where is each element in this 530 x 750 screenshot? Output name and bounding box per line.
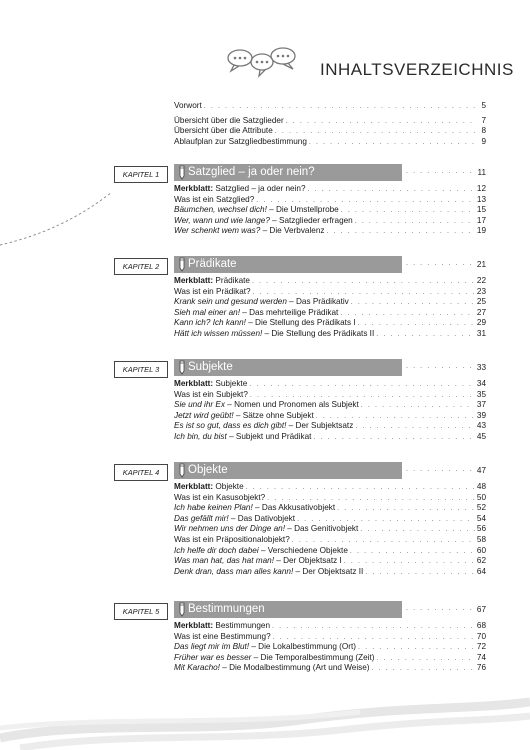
dot-leader bbox=[358, 643, 475, 654]
toc-entry[interactable] bbox=[174, 184, 486, 195]
entry-text bbox=[174, 205, 339, 216]
dot-leader bbox=[361, 401, 475, 412]
chapter-page-number: 67 bbox=[476, 605, 486, 614]
dot-leader bbox=[360, 525, 475, 536]
toc-entry[interactable] bbox=[174, 556, 486, 567]
entry-subtitle: Subjekte bbox=[213, 379, 248, 388]
entry-text bbox=[174, 432, 311, 443]
entry-page-number: 72 bbox=[476, 642, 486, 652]
entry-text bbox=[174, 663, 370, 674]
chapter-title-bar[interactable] bbox=[174, 164, 402, 181]
entry-page-number: 45 bbox=[476, 431, 486, 441]
pencil-icon bbox=[177, 360, 186, 375]
toc-entry[interactable] bbox=[174, 642, 486, 653]
entry-italic-title: Kann ich? Ich kann! bbox=[174, 318, 246, 328]
chapter-label: KAPITEL 3 bbox=[114, 361, 168, 378]
toc-entry[interactable] bbox=[174, 482, 486, 493]
entry-text bbox=[174, 482, 244, 493]
dot-leader bbox=[327, 227, 475, 238]
list-item[interactable]: Ablaufplan zur Satzgliedbestimmung . . . 9 bbox=[174, 137, 486, 148]
chapter-title: Prädikate bbox=[188, 258, 237, 270]
entry-page-number: 76 bbox=[476, 663, 486, 673]
entry-italic-title: Sie und ihr Ex bbox=[174, 400, 225, 410]
entry-subtitle: – Die Modalbestimmung (Art und Weise) bbox=[219, 663, 370, 673]
entry-page-number: 39 bbox=[476, 410, 486, 420]
entry-bold-label: Merkblatt: bbox=[174, 184, 214, 193]
entry-page-number: 58 bbox=[476, 534, 486, 544]
toc-entry[interactable] bbox=[174, 535, 486, 546]
entry-subtitle: Bestimmungen bbox=[213, 621, 271, 630]
entry-text bbox=[174, 503, 335, 514]
toc-entry[interactable] bbox=[174, 493, 486, 504]
dot-leader bbox=[406, 605, 472, 612]
entry-bold-label: Merkblatt: bbox=[174, 276, 214, 285]
entry-text bbox=[174, 308, 338, 319]
entry-subtitle: – Das Prädikativ bbox=[286, 297, 349, 307]
entry-subtitle: – Das Akkusativobjekt bbox=[252, 503, 336, 513]
pencil-icon bbox=[177, 602, 186, 617]
chapter-title-bar[interactable] bbox=[174, 601, 402, 618]
chapter-entry-list bbox=[174, 621, 486, 674]
chapter-title: Subjekte bbox=[188, 361, 233, 373]
chapter-label: KAPITEL 1 bbox=[114, 166, 168, 183]
entry-italic-title: Früher war es besser bbox=[174, 652, 252, 662]
entry-title: Was ist ein Kasusobjekt? bbox=[174, 492, 266, 502]
dot-leader bbox=[313, 433, 474, 444]
entry-italic-title: Bäumchen, wechsel dich! bbox=[174, 205, 267, 215]
entry-page-number: 56 bbox=[476, 524, 486, 534]
dot-leader bbox=[341, 206, 475, 217]
toc-entry[interactable] bbox=[174, 379, 486, 390]
entry-text bbox=[174, 329, 374, 340]
entry-text bbox=[174, 642, 356, 653]
entry-subtitle: – Subjekt und Prädikat bbox=[226, 431, 312, 441]
chapter-title: Bestimmungen bbox=[188, 603, 265, 615]
entry-bold-label: Merkblatt: bbox=[174, 379, 214, 388]
entry-page-number: 37 bbox=[476, 400, 486, 410]
entry-page-number: 48 bbox=[476, 482, 486, 491]
entry-subtitle: – Die Stellung des Prädikats II bbox=[262, 328, 375, 338]
toc-entry[interactable] bbox=[174, 308, 486, 319]
chapter-title-bar[interactable] bbox=[174, 256, 402, 273]
entry-text bbox=[174, 226, 325, 237]
entry-page-number: 13 bbox=[476, 194, 486, 204]
entry-subtitle: – Der Objektsatz I bbox=[273, 556, 342, 566]
entry-text bbox=[174, 379, 247, 390]
toc-entry[interactable] bbox=[174, 514, 486, 525]
chapter-page-number: 33 bbox=[476, 363, 486, 372]
toc-entry[interactable] bbox=[174, 216, 486, 227]
entry-subtitle: – Der Objektsatz II bbox=[293, 566, 364, 576]
entry-page-number: 70 bbox=[476, 631, 486, 641]
entry-text bbox=[174, 216, 353, 227]
entry-text bbox=[174, 567, 363, 578]
entry-page-number: 68 bbox=[476, 621, 486, 630]
entry-italic-title: Mit Karacho! bbox=[174, 663, 220, 673]
entry-subtitle: – Das Genitivobjekt bbox=[284, 524, 359, 534]
entry-italic-title: Ich helfe dir doch dabei bbox=[174, 545, 259, 555]
entry-bold-label: Merkblatt: bbox=[174, 482, 214, 491]
entry-bold-label: Merkblatt: bbox=[174, 621, 214, 630]
entry-page-number: 22 bbox=[476, 276, 486, 285]
speech-bubbles-icon bbox=[226, 44, 298, 78]
entry-italic-title: Was man hat, das hat man! bbox=[174, 556, 274, 566]
entry-page-number: 29 bbox=[476, 318, 486, 328]
toc-entry[interactable] bbox=[174, 632, 486, 643]
entry-italic-title: Wer, wann und wie lange? bbox=[174, 215, 270, 225]
entry-page-number: 62 bbox=[476, 556, 486, 566]
page-title: INHALTSVERZEICHNIS bbox=[320, 60, 514, 79]
chapter-label: KAPITEL 5 bbox=[114, 603, 168, 620]
dot-leader bbox=[355, 217, 475, 228]
front-matter-list bbox=[174, 101, 486, 147]
chapter-entry-list bbox=[174, 482, 486, 577]
chapter-page-number: 47 bbox=[476, 466, 486, 475]
entry-text bbox=[174, 621, 270, 632]
entry-italic-title: Denk dran, dass man alles kann! bbox=[174, 566, 294, 576]
entry-page-number: 25 bbox=[476, 297, 486, 307]
toc-entry[interactable] bbox=[174, 287, 486, 298]
entry-subtitle: – Das mehrteilige Prädikat bbox=[240, 307, 339, 317]
toc-entry[interactable] bbox=[174, 390, 486, 401]
entry-italic-title: Das liegt mir im Blut! bbox=[174, 642, 250, 652]
toc-entry[interactable] bbox=[174, 503, 486, 514]
dot-leader bbox=[406, 168, 472, 175]
toc-entry[interactable] bbox=[174, 400, 486, 411]
entry-page-number: 43 bbox=[476, 421, 486, 431]
chapter-title-bar[interactable] bbox=[174, 359, 402, 376]
entry-subtitle: – Die Stellung des Prädikats I bbox=[245, 318, 356, 328]
entry-italic-title: Wir nehmen uns der Dinge an! bbox=[174, 524, 285, 534]
toc-entry[interactable] bbox=[174, 318, 486, 329]
pencil-icon bbox=[177, 165, 186, 180]
entry-subtitle: – Die Verbvalenz bbox=[260, 226, 325, 236]
entry-subtitle: – Die Lokalbestimmung (Ort) bbox=[249, 642, 357, 652]
pencil-icon bbox=[177, 463, 186, 478]
entry-subtitle: – Das Dativobjekt bbox=[228, 513, 296, 523]
dot-leader bbox=[249, 380, 475, 391]
toc-entry[interactable] bbox=[174, 421, 486, 432]
dot-leader bbox=[358, 319, 475, 330]
entry-italic-title: Sieh mal einer an! bbox=[174, 307, 240, 317]
entry-page-number: 12 bbox=[476, 184, 486, 193]
entry-page-number: 31 bbox=[476, 328, 486, 338]
entry-subtitle: – Der Subjektsatz bbox=[286, 421, 354, 431]
pencil-icon bbox=[177, 257, 186, 272]
entry-italic-title: Jetzt wird geübt! bbox=[174, 410, 234, 420]
toc-entry[interactable] bbox=[174, 411, 486, 422]
dot-leader bbox=[351, 298, 475, 309]
entry-page-number: 60 bbox=[476, 545, 486, 555]
entry-text bbox=[174, 514, 295, 525]
entry-text bbox=[174, 390, 248, 401]
entry-text bbox=[174, 653, 375, 664]
toc-entry[interactable] bbox=[174, 329, 486, 340]
entry-title: Was ist ein Subjekt? bbox=[174, 389, 248, 399]
entry-page-number: 19 bbox=[476, 226, 486, 236]
entry-italic-title: Es ist so gut, dass es dich gibt! bbox=[174, 421, 287, 431]
entry-italic-title: Hätt ich wissen müssen! bbox=[174, 328, 263, 338]
entry-text bbox=[174, 493, 265, 504]
chapter-title: Satzglied – ja oder nein? bbox=[188, 166, 315, 178]
decorative-dashed-curve bbox=[0, 190, 120, 250]
entry-italic-title: Krank sein und gesund werden bbox=[174, 297, 287, 307]
dot-leader bbox=[344, 557, 475, 568]
entry-text bbox=[174, 535, 290, 546]
dot-leader bbox=[406, 466, 472, 473]
dot-leader bbox=[252, 277, 475, 288]
entry-italic-title: Ich habe keinen Plan! bbox=[174, 503, 253, 513]
dot-leader bbox=[350, 547, 475, 558]
entry-page-number: 34 bbox=[476, 379, 486, 388]
chapter-page-number: 21 bbox=[476, 260, 486, 269]
list-item[interactable]: Übersicht über die Attribute . . . 8 bbox=[174, 126, 486, 137]
entry-text bbox=[174, 411, 314, 422]
entry-text bbox=[174, 195, 254, 206]
chapter-page-number: 11 bbox=[477, 168, 486, 177]
dot-leader bbox=[337, 504, 475, 515]
dot-leader bbox=[246, 483, 475, 494]
dot-leader bbox=[377, 654, 475, 665]
chapter-title-bar[interactable] bbox=[174, 462, 402, 479]
entry-text bbox=[174, 546, 348, 557]
entry-page-number: 27 bbox=[476, 307, 486, 317]
chapter-entry-list bbox=[174, 184, 486, 237]
decorative-brush-strokes bbox=[0, 690, 530, 750]
toc-entry[interactable] bbox=[174, 297, 486, 308]
toc-entry[interactable] bbox=[174, 226, 486, 237]
entry-text bbox=[174, 297, 349, 308]
entry-text bbox=[174, 556, 342, 567]
entry-title: Was ist ein Satzglied? bbox=[174, 194, 255, 204]
entry-subtitle: Objekte bbox=[213, 482, 244, 491]
entry-subtitle: – Satzglieder erfragen bbox=[269, 215, 353, 225]
entry-title: Was ist ein Präpositionalobjekt? bbox=[174, 534, 290, 544]
dot-leader bbox=[308, 185, 475, 196]
entry-page-number: 17 bbox=[476, 215, 486, 225]
entry-title: Was ist eine Bestimmung? bbox=[174, 631, 271, 641]
toc-entry[interactable] bbox=[174, 432, 486, 443]
chapter-label: KAPITEL 4 bbox=[114, 464, 168, 481]
toc-entry[interactable] bbox=[174, 621, 486, 632]
entry-text bbox=[174, 421, 353, 432]
entry-title: Was ist ein Prädikat? bbox=[174, 286, 251, 296]
entry-text bbox=[174, 632, 271, 643]
dot-leader bbox=[365, 568, 475, 579]
dot-leader bbox=[340, 309, 475, 320]
entry-subtitle: – Nomen und Pronomen als Subjekt bbox=[224, 400, 359, 410]
entry-text bbox=[174, 276, 250, 287]
list-item[interactable]: Vorwort . . . 5 bbox=[174, 101, 486, 112]
entry-italic-title: Ich bin, du bist bbox=[174, 431, 227, 441]
dot-leader bbox=[272, 622, 475, 633]
entry-subtitle: – Verschiedene Objekte bbox=[258, 545, 348, 555]
entry-text bbox=[174, 287, 251, 298]
toc-entry[interactable] bbox=[174, 195, 486, 206]
toc-entry[interactable] bbox=[174, 524, 486, 535]
chapter-entry-list bbox=[174, 276, 486, 340]
entry-text bbox=[174, 184, 306, 195]
entry-subtitle: – Die Temporalbestimmung (Zeit) bbox=[251, 652, 375, 662]
toc-entry[interactable] bbox=[174, 653, 486, 664]
entry-italic-title: Das gefällt mir! bbox=[174, 513, 229, 523]
entry-subtitle: – Die Umstellprobe bbox=[266, 205, 339, 215]
toc-entry[interactable] bbox=[174, 663, 486, 674]
entry-page-number: 64 bbox=[476, 566, 486, 576]
entry-page-number: 23 bbox=[476, 286, 486, 296]
chapter-label: KAPITEL 2 bbox=[114, 258, 168, 275]
entry-subtitle: Satzglied – ja oder nein? bbox=[213, 184, 306, 193]
chapter-title: Objekte bbox=[188, 464, 228, 476]
dot-leader bbox=[355, 422, 475, 433]
entry-page-number: 50 bbox=[476, 492, 486, 502]
dot-leader bbox=[376, 330, 475, 341]
entry-page-number: 15 bbox=[476, 205, 486, 215]
toc-entry[interactable] bbox=[174, 276, 486, 287]
entry-text bbox=[174, 524, 358, 535]
entry-text bbox=[174, 400, 359, 411]
entry-italic-title: Wer schenkt wem was? bbox=[174, 226, 261, 236]
dot-leader bbox=[406, 260, 472, 267]
entry-subtitle: Prädikate bbox=[213, 276, 250, 285]
dot-leader bbox=[406, 363, 472, 370]
dot-leader bbox=[372, 664, 475, 675]
entry-page-number: 35 bbox=[476, 389, 486, 399]
entry-page-number: 54 bbox=[476, 513, 486, 523]
toc-entry[interactable] bbox=[174, 205, 486, 216]
list-item[interactable]: Übersicht über die Satzglieder . . . 7 bbox=[174, 116, 486, 127]
toc-entry[interactable] bbox=[174, 567, 486, 578]
entry-text bbox=[174, 318, 356, 329]
entry-page-number: 74 bbox=[476, 652, 486, 662]
toc-entry[interactable] bbox=[174, 546, 486, 557]
chapter-entry-list bbox=[174, 379, 486, 443]
entry-subtitle: – Sätze ohne Subjekt bbox=[233, 410, 314, 420]
entry-page-number: 52 bbox=[476, 503, 486, 513]
